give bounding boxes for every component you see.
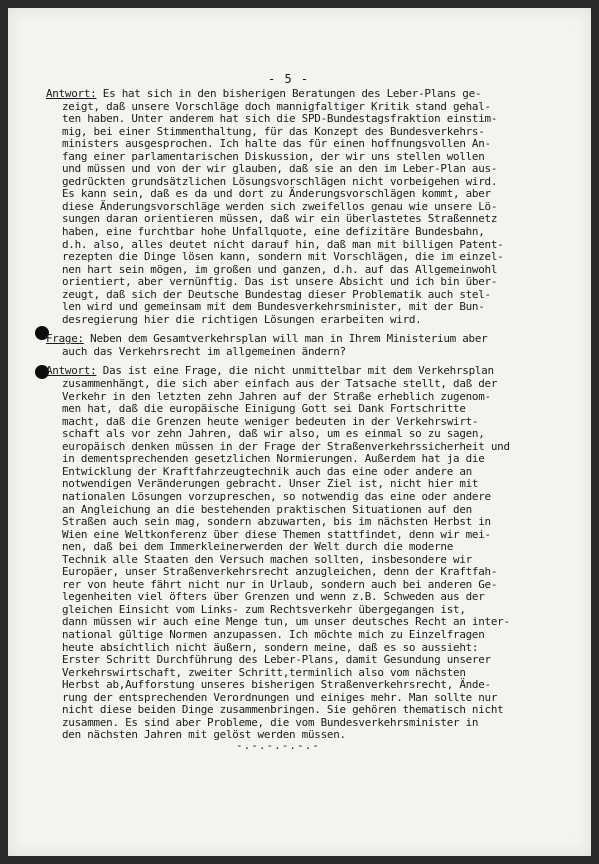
paragraph-line: legenheiten viel öfters über Grenzen und wenn z.B. Schweden aus der [62,590,485,604]
paragraph-line: notwendigen Veränderungen gebracht. Unser Ziel ist, nicht hier mit [62,477,479,491]
paragraph-line: und müssen und von der wir glauben, daß sie an den im Leber-Plan aus- [62,162,498,176]
paragraph-line: gedrückten grundsätzlichen Lösungsvorschlägen nicht vorbeigehen wird. [62,174,498,188]
paragraph-line: fang einer parlamentarischen Diskussion, der wir uns stellen wollen [62,149,485,163]
paragraph-line: national gültige Normen anzupassen. Ich möchte mich zu Einzelfragen [62,627,485,641]
answer-paragraph [46,88,566,326]
paragraph-line: desregierung hier die richtigen Lösungen erarbeiten wird. [62,312,422,326]
paragraph-line: Erster Schritt Durchführung des Leber-Plans, damit Gesundung unserer [62,653,491,667]
paragraph-line: nationalen Lösungen vorzupreschen, so notwendig das eine oder andere [62,489,491,503]
paragraph-line: ten haben. Unter anderem hat sich die SPD-Bundestagsfraktion einstim- [62,112,498,126]
line-text: Das ist eine Frage, die nicht unmittelbar mit dem Verkehrsplan [96,364,494,378]
page-number: - 5 - [268,72,310,86]
line-text: Neben dem Gesamtverkehrsplan will man in Ihrem Ministerium aber [83,332,488,346]
paragraph-line: zeigt, daß unsere Vorschläge doch mannigfaltiger Kritik stand gehal- [62,99,491,113]
paragraph-line: ministers ausgesprochen. Ich halte das für einen hoffnungsvollen An- [62,137,491,151]
paragraph-line: Wien eine Weltkonferenz über diese Themen stattfindet, denn wir mei- [62,527,491,541]
paragraph-line: heute absichtlich nicht äußern, sondern meine, daß es so aussieht: [62,640,479,654]
paragraph-line: len wird und gemeinsam mit dem Bundesverkehrsminister, mit der Bun- [62,300,485,314]
speaker-label: Antwort: [46,364,97,378]
paragraph-line: in dementsprechenden gesetzlichen Normierungen. Außerdem hat ja die [62,452,485,466]
paragraph-line: zeugt, daß sich der Deutsche Bundestag dieser Problematik auch stel- [62,287,491,301]
paragraph-line: diese Änderungsvorschläge werden sich zweifellos genau wie unsere Lö- [62,199,498,213]
paragraph-line: Europäer, unser Straßenverkehrsrecht anzugleichen, denn der Kraftfah- [62,565,498,579]
paragraph-line: nicht diese beiden Dinge zusammenbringen. Sie gehören thematisch nicht [62,703,504,717]
paragraph-line: haben, eine furchtbar hohe Unfallquote, eine defizitäre Bundesbahn, [62,225,485,239]
paragraph-line: rung der entsprechenden Verordnungen und einiges mehr. Man sollte nur [62,690,498,704]
paragraph-line: mig, bei einer Stimmenthaltung, für das Konzept des Bundesverkehrs- [62,124,485,138]
paragraph-line: europäisch denken müssen in der Frage der Straßenverkehrssicherheit und [62,439,510,453]
paragraph-first-line [46,88,566,101]
document-page [8,8,591,856]
paragraph-line: rer von heute fährt nicht nur in Urlaub, sondern auch bei anderen Ge- [62,577,498,591]
paragraph-line: Verkehr in den letzten zehn Jahren auf der Straße erheblich zugenom- [62,389,491,403]
paragraph-line: schaft als vor zehn Jahren, daß wir also, um es einmal so zu sagen, [62,427,485,441]
line-text: Es hat sich in den bisherigen Beratungen des Leber-Plans ge- [96,87,482,100]
paragraph-line: den nächsten Jahren mit gelöst werden müssen. [62,728,346,742]
paragraph-line: Herbst ab,Aufforstung unseres bisherigen Straßenverkehrsrecht, Ände- [62,678,491,692]
paragraph-line: Straßen auch sein mag, sondern abzuwarten, bis im nächsten Herbst in [62,515,491,529]
paragraph-line: Technik alle Staaten den Versuch machen sollten, insbesondere wir [62,552,472,566]
answer-paragraph [46,365,566,741]
paragraph-line: nen, daß bei dem Immerkleinerwerden der Welt durch die moderne [62,540,454,554]
speaker-label: Frage: [46,332,84,346]
paragraph-line: men hat, daß die europäische Einigung Gott sei Dank Fortschritte [62,402,466,416]
paragraph-line: Entwicklung der Kraftfahrzeugtechnik auch das eine oder andere an [62,464,472,478]
paragraph-line: macht, daß die Grenzen heute weniger bedeuten in der Verkehrswirt- [62,414,479,428]
paragraph-line: zusammenhängt, die sich aber einfach aus der Tatsache stellt, daß der [62,377,498,391]
paragraph-line: zusammen. Es sind aber Probleme, die vom Bundesverkehrsminister in [62,715,479,729]
paragraph-line: gleichen Einsicht vom Links- zum Rechtsverkehr übergegangen ist, [62,602,466,616]
paragraph-line: Es kann sein, daß es da und dort zu Änderungsvorschlägen kommt, aber [62,187,491,201]
paragraph-line: auch das Verkehrsrecht im allgemeinen ändern? [62,344,346,358]
document-body [46,88,566,749]
paragraph-line: dann müssen wir auch eine Menge tun, um unser deutsches Recht an inter- [62,615,510,629]
paragraph-line: an Angleichung an die bestehenden praktischen Situationen auf den [62,502,472,516]
speaker-label: Antwort: [46,87,97,100]
end-mark: -.-.-.-.-.- [236,739,320,752]
paragraph-line: orientiert, aber vernünftig. Das ist unsere Absicht und ich bin über- [62,275,498,289]
paragraph-line: d.h. also, alles deutet nicht darauf hin, daß man mit billigen Patent- [62,237,504,251]
paragraph-line: nen hart sein mögen, im großen und ganzen, d.h. auf das Allgemeinwohl [62,262,498,276]
paragraph-line: sungen daran orientieren müssen, daß wir ein überlastetes Straßennetz [62,212,498,226]
paragraph-line: Verkehrswirtschaft, zweiter Schritt,terminlich also vom nächsten [62,665,466,679]
paragraph-line: rezepten die Dinge lösen kann, sondern mit Vorschlägen, die im einzel- [62,250,504,264]
question-paragraph [46,333,566,358]
